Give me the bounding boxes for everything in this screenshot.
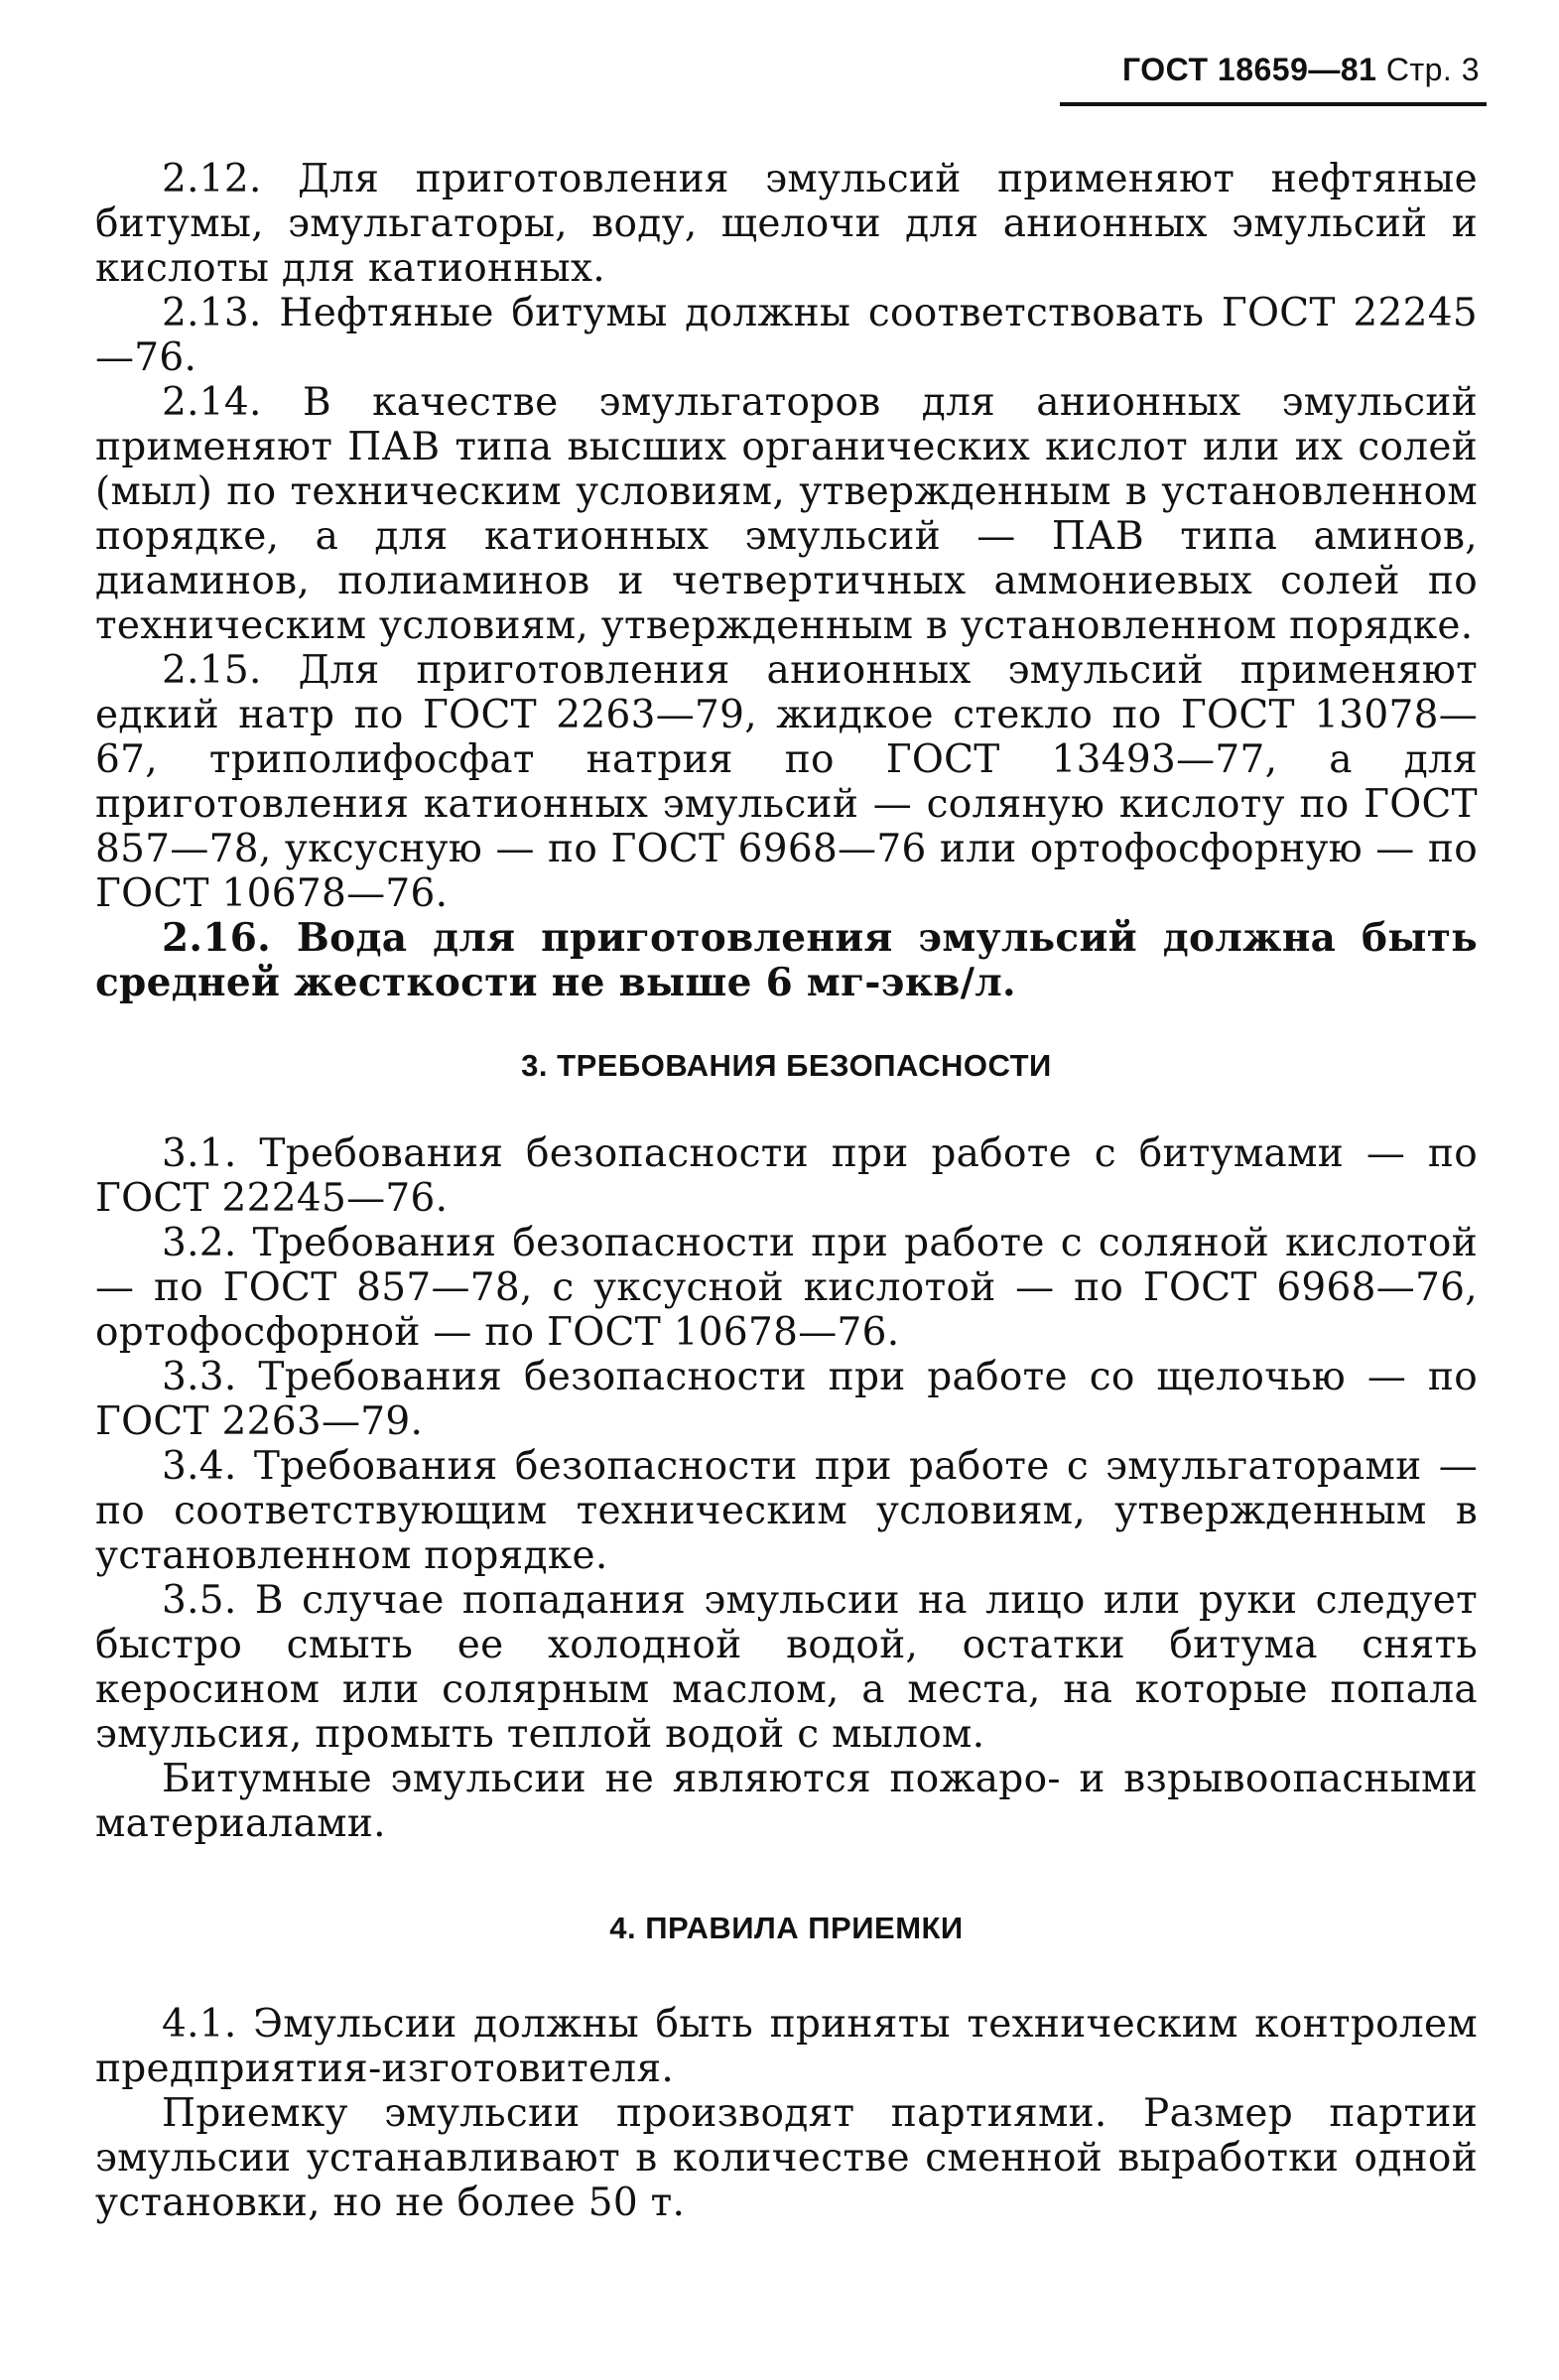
paragraph-3-4: 3.4. Требования безопасности при работе с эмульгаторами — по соответствующим техническим условиям, утвержденным в установленном порядке. (95, 1444, 1478, 1578)
doc-number: ГОСТ 18659—81 (1122, 52, 1377, 87)
paragraph-3-3: 3.3. Требования безопасности при работе со щелочью — по ГОСТ 2263—79. (95, 1355, 1478, 1444)
page-header (1122, 52, 1480, 88)
paragraph-2-13: 2.13. Нефтяные битумы должны соответствовать ГОСТ 22245—76. (95, 291, 1478, 380)
header-rule (1060, 102, 1487, 106)
paragraph-3-2: 3.2. Требования безопасности при работе с соляной кислотой — по ГОСТ 857—78, с уксусной кислотой — по ГОСТ 6968—76, ортофосфорной — по ГОСТ 10678—76. (95, 1221, 1478, 1355)
paragraph-2-12: 2.12. Для приготовления эмульсий применяют нефтяные битумы, эмульгаторы, воду, щелочи для анионных эмульсий и кислоты для катионных. (95, 157, 1478, 291)
page-number: Стр. 3 (1385, 52, 1480, 87)
paragraph-2-16: 2.16. Вода для приготовления эмульсий должна быть средней жесткости не выше 6 мг-экв/л. (95, 915, 1478, 1005)
paragraph-2-14: 2.14. В качестве эмульгаторов для анионных эмульсий применяют ПАВ типа высших органических кислот или их солей (мыл) по техническим условиям, утвержденным в установленном порядке, а для катионных эмульсий — ПАВ типа аминов, диаминов, полиаминов и четвертичных аммониевых солей по техническим условиям, утвержденным в установленном порядке. (95, 380, 1478, 648)
body-text (95, 157, 1478, 2225)
paragraph-3-1: 3.1. Требования безопасности при работе с битумами — по ГОСТ 22245—76. (95, 1131, 1478, 1221)
section-4-title: 4. ПРАВИЛА ПРИЕМКИ (609, 1911, 964, 1945)
section-3-title: 3. ТРЕБОВАНИЯ БЕЗОПАСНОСТИ (521, 1048, 1052, 1083)
paragraph-4-note: Приемку эмульсии производят партиями. Размер партии эмульсии устанавливают в количестве сменной выработки одной установки, но не более 50 т. (95, 2091, 1478, 2225)
paragraph-3-note: Битумные эмульсии не являются пожаро- и взрывоопасными материалами. (95, 1757, 1478, 1846)
paragraph-4-1: 4.1. Эмульсии должны быть приняты техническим контролем предприятия-изготовителя. (95, 2002, 1478, 2091)
paragraph-3-5: 3.5. В случае попадания эмульсии на лицо или руки следует быстро смыть ее холодной водой, остатки битума снять керосином или солярным маслом, а места, на которые попала эмульсия, промыть теплой водой с мылом. (95, 1578, 1478, 1757)
paragraph-2-15: 2.15. Для приготовления анионных эмульсий применяют едкий натр по ГОСТ 2263—79, жидкое стекло по ГОСТ 13078—67, триполифосфат натрия по ГОСТ 13493—77, а для приготовления катионных эмульсий — соляную кислоту по ГОСТ 857—78, уксусную — по ГОСТ 6968—76 или ортофосфорную — по ГОСТ 10678—76. (95, 648, 1478, 916)
